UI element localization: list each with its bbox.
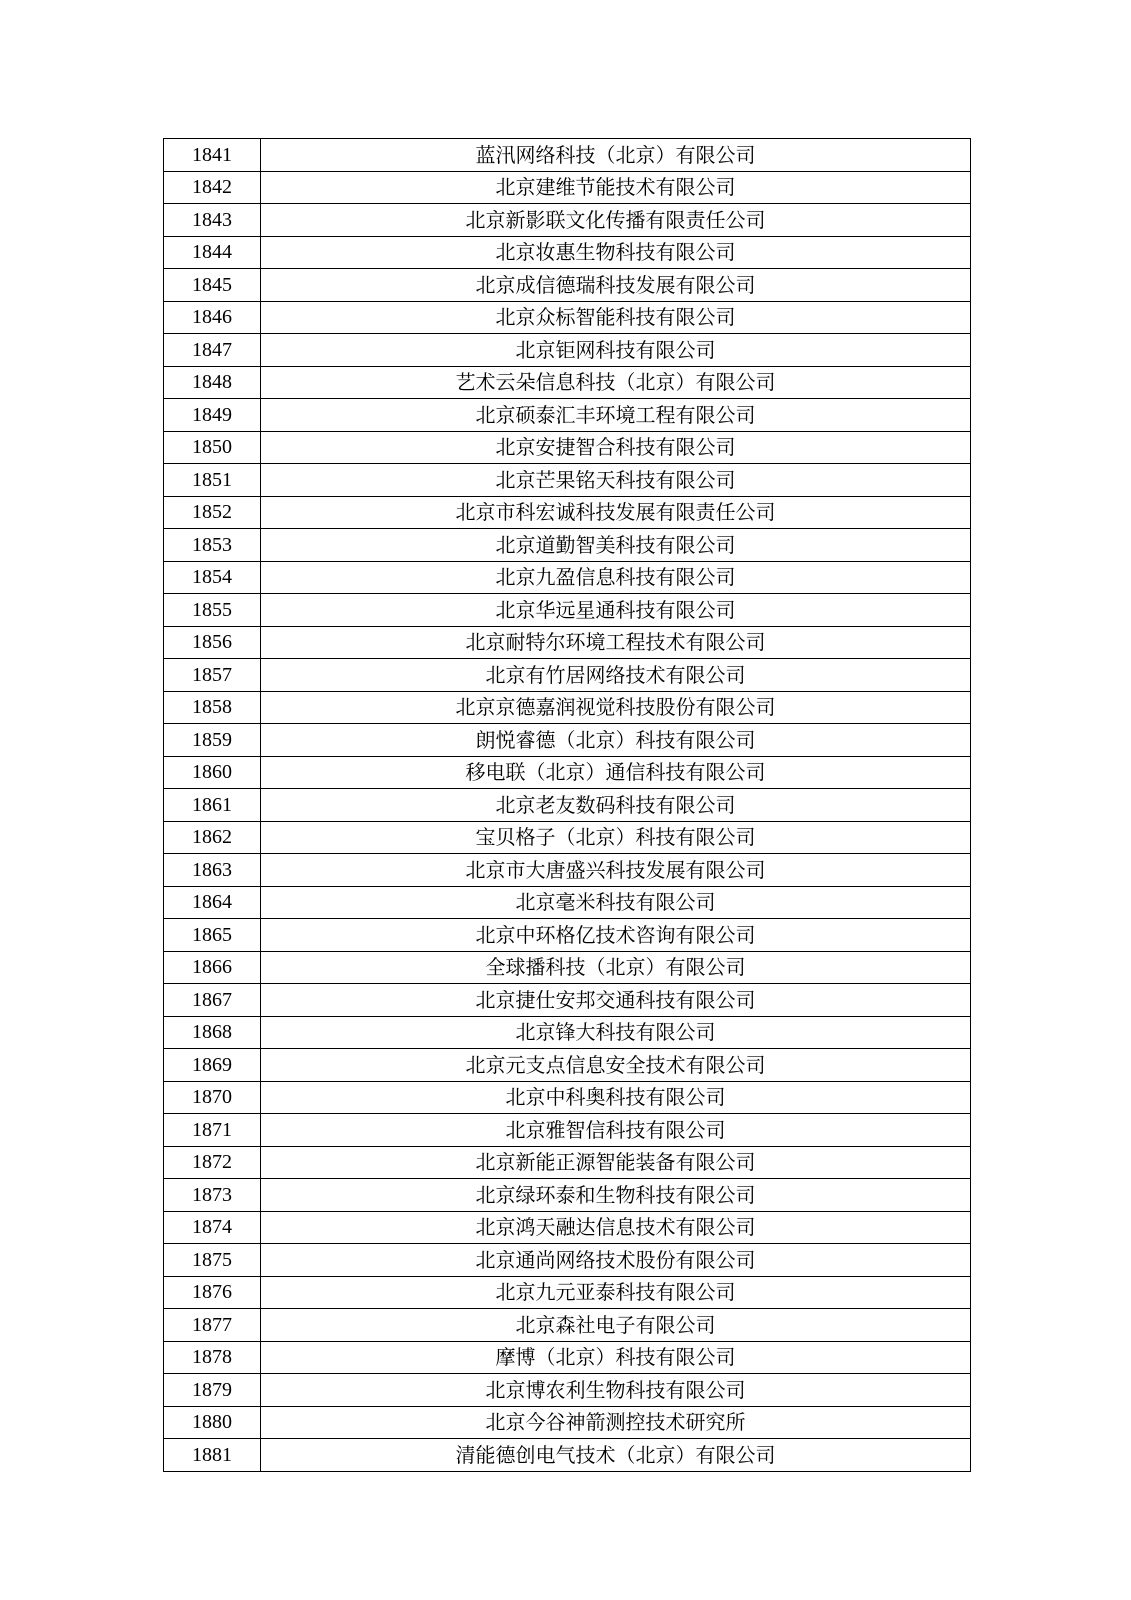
row-number-cell: 1878 [164, 1341, 261, 1374]
company-name-cell: 北京九元亚泰科技有限公司 [261, 1276, 971, 1309]
table-row [164, 1114, 971, 1147]
company-name-cell: 北京绿环泰和生物科技有限公司 [261, 1179, 971, 1212]
company-name-cell: 北京市科宏诚科技发展有限责任公司 [261, 496, 971, 529]
table-row [164, 366, 971, 399]
table-row [164, 431, 971, 464]
row-number-cell: 1841 [164, 139, 261, 172]
row-number-cell: 1852 [164, 496, 261, 529]
row-number-cell: 1867 [164, 984, 261, 1017]
table-row [164, 724, 971, 757]
company-name-cell: 北京市大唐盛兴科技发展有限公司 [261, 854, 971, 887]
row-number-cell: 1869 [164, 1049, 261, 1082]
row-number-cell: 1844 [164, 236, 261, 269]
company-name-cell: 北京老友数码科技有限公司 [261, 789, 971, 822]
table-row [164, 334, 971, 367]
row-number-cell: 1846 [164, 301, 261, 334]
row-number-cell: 1861 [164, 789, 261, 822]
company-name-cell: 北京锋大科技有限公司 [261, 1016, 971, 1049]
company-name-cell: 北京道勤智美科技有限公司 [261, 529, 971, 562]
company-name-cell: 北京博农利生物科技有限公司 [261, 1374, 971, 1407]
row-number-cell: 1865 [164, 919, 261, 952]
company-name-cell: 北京元支点信息安全技术有限公司 [261, 1049, 971, 1082]
row-number-cell: 1864 [164, 886, 261, 919]
row-number-cell: 1880 [164, 1406, 261, 1439]
row-number-cell: 1847 [164, 334, 261, 367]
table-row [164, 1244, 971, 1277]
company-name-cell: 北京通尚网络技术股份有限公司 [261, 1244, 971, 1277]
company-name-cell: 全球播科技（北京）有限公司 [261, 951, 971, 984]
table-row [164, 659, 971, 692]
table-row [164, 1341, 971, 1374]
row-number-cell: 1848 [164, 366, 261, 399]
company-name-cell: 北京华远星通科技有限公司 [261, 594, 971, 627]
company-name-cell: 蓝汛网络科技（北京）有限公司 [261, 139, 971, 172]
table-row [164, 139, 971, 172]
company-name-cell: 摩博（北京）科技有限公司 [261, 1341, 971, 1374]
company-name-cell: 北京安捷智合科技有限公司 [261, 431, 971, 464]
company-name-cell: 北京中环格亿技术咨询有限公司 [261, 919, 971, 952]
table-body [164, 139, 971, 1472]
table-row [164, 1406, 971, 1439]
row-number-cell: 1866 [164, 951, 261, 984]
company-name-cell: 北京森社电子有限公司 [261, 1309, 971, 1342]
table-row [164, 236, 971, 269]
table-row [164, 594, 971, 627]
table-row [164, 691, 971, 724]
row-number-cell: 1854 [164, 561, 261, 594]
table-row [164, 756, 971, 789]
row-number-cell: 1842 [164, 171, 261, 204]
row-number-cell: 1851 [164, 464, 261, 497]
table-row [164, 301, 971, 334]
company-name-cell: 北京有竹居网络技术有限公司 [261, 659, 971, 692]
company-name-cell: 北京耐特尔环境工程技术有限公司 [261, 626, 971, 659]
table-row [164, 1081, 971, 1114]
table-row [164, 626, 971, 659]
row-number-cell: 1845 [164, 269, 261, 302]
table-row [164, 919, 971, 952]
row-number-cell: 1874 [164, 1211, 261, 1244]
company-name-cell: 北京九盈信息科技有限公司 [261, 561, 971, 594]
row-number-cell: 1850 [164, 431, 261, 464]
row-number-cell: 1859 [164, 724, 261, 757]
company-name-cell: 北京新能正源智能装备有限公司 [261, 1146, 971, 1179]
table-row [164, 1276, 971, 1309]
table-row [164, 951, 971, 984]
company-name-cell: 宝贝格子（北京）科技有限公司 [261, 821, 971, 854]
company-list-table [163, 138, 971, 1472]
row-number-cell: 1857 [164, 659, 261, 692]
table-row [164, 1179, 971, 1212]
table-row [164, 854, 971, 887]
table-row [164, 1374, 971, 1407]
row-number-cell: 1863 [164, 854, 261, 887]
company-name-cell: 北京新影联文化传播有限责任公司 [261, 204, 971, 237]
table-row [164, 269, 971, 302]
company-name-cell: 北京芒果铭天科技有限公司 [261, 464, 971, 497]
table-row [164, 529, 971, 562]
company-name-cell: 艺术云朵信息科技（北京）有限公司 [261, 366, 971, 399]
row-number-cell: 1853 [164, 529, 261, 562]
table-row [164, 886, 971, 919]
row-number-cell: 1881 [164, 1439, 261, 1472]
company-name-cell: 北京成信德瑞科技发展有限公司 [261, 269, 971, 302]
table-row [164, 984, 971, 1017]
company-name-cell: 北京中科奥科技有限公司 [261, 1081, 971, 1114]
company-name-cell: 北京建维节能技术有限公司 [261, 171, 971, 204]
table-row [164, 496, 971, 529]
company-name-cell: 北京捷仕安邦交通科技有限公司 [261, 984, 971, 1017]
row-number-cell: 1872 [164, 1146, 261, 1179]
row-number-cell: 1877 [164, 1309, 261, 1342]
company-name-cell: 北京今谷神箭测控技术研究所 [261, 1406, 971, 1439]
company-name-cell: 移电联（北京）通信科技有限公司 [261, 756, 971, 789]
row-number-cell: 1870 [164, 1081, 261, 1114]
company-name-cell: 北京众标智能科技有限公司 [261, 301, 971, 334]
row-number-cell: 1868 [164, 1016, 261, 1049]
row-number-cell: 1843 [164, 204, 261, 237]
row-number-cell: 1855 [164, 594, 261, 627]
table-row [164, 171, 971, 204]
row-number-cell: 1871 [164, 1114, 261, 1147]
row-number-cell: 1862 [164, 821, 261, 854]
row-number-cell: 1879 [164, 1374, 261, 1407]
table-row [164, 1309, 971, 1342]
company-name-cell: 北京毫米科技有限公司 [261, 886, 971, 919]
table-row [164, 1439, 971, 1472]
company-name-cell: 北京钜网科技有限公司 [261, 334, 971, 367]
row-number-cell: 1860 [164, 756, 261, 789]
row-number-cell: 1876 [164, 1276, 261, 1309]
table-row [164, 204, 971, 237]
company-name-cell: 北京京德嘉润视觉科技股份有限公司 [261, 691, 971, 724]
company-name-cell: 北京硕泰汇丰环境工程有限公司 [261, 399, 971, 432]
table-row [164, 1211, 971, 1244]
table-row [164, 1049, 971, 1082]
company-name-cell: 北京雅智信科技有限公司 [261, 1114, 971, 1147]
company-name-cell: 朗悦睿德（北京）科技有限公司 [261, 724, 971, 757]
row-number-cell: 1875 [164, 1244, 261, 1277]
row-number-cell: 1858 [164, 691, 261, 724]
row-number-cell: 1856 [164, 626, 261, 659]
table-row [164, 1146, 971, 1179]
table-row [164, 789, 971, 822]
company-name-cell: 北京鸿天融达信息技术有限公司 [261, 1211, 971, 1244]
row-number-cell: 1849 [164, 399, 261, 432]
company-name-cell: 清能德创电气技术（北京）有限公司 [261, 1439, 971, 1472]
table-row [164, 464, 971, 497]
table-row [164, 821, 971, 854]
row-number-cell: 1873 [164, 1179, 261, 1212]
table-row [164, 399, 971, 432]
table-row [164, 1016, 971, 1049]
company-name-cell: 北京妆惠生物科技有限公司 [261, 236, 971, 269]
table-row [164, 561, 971, 594]
